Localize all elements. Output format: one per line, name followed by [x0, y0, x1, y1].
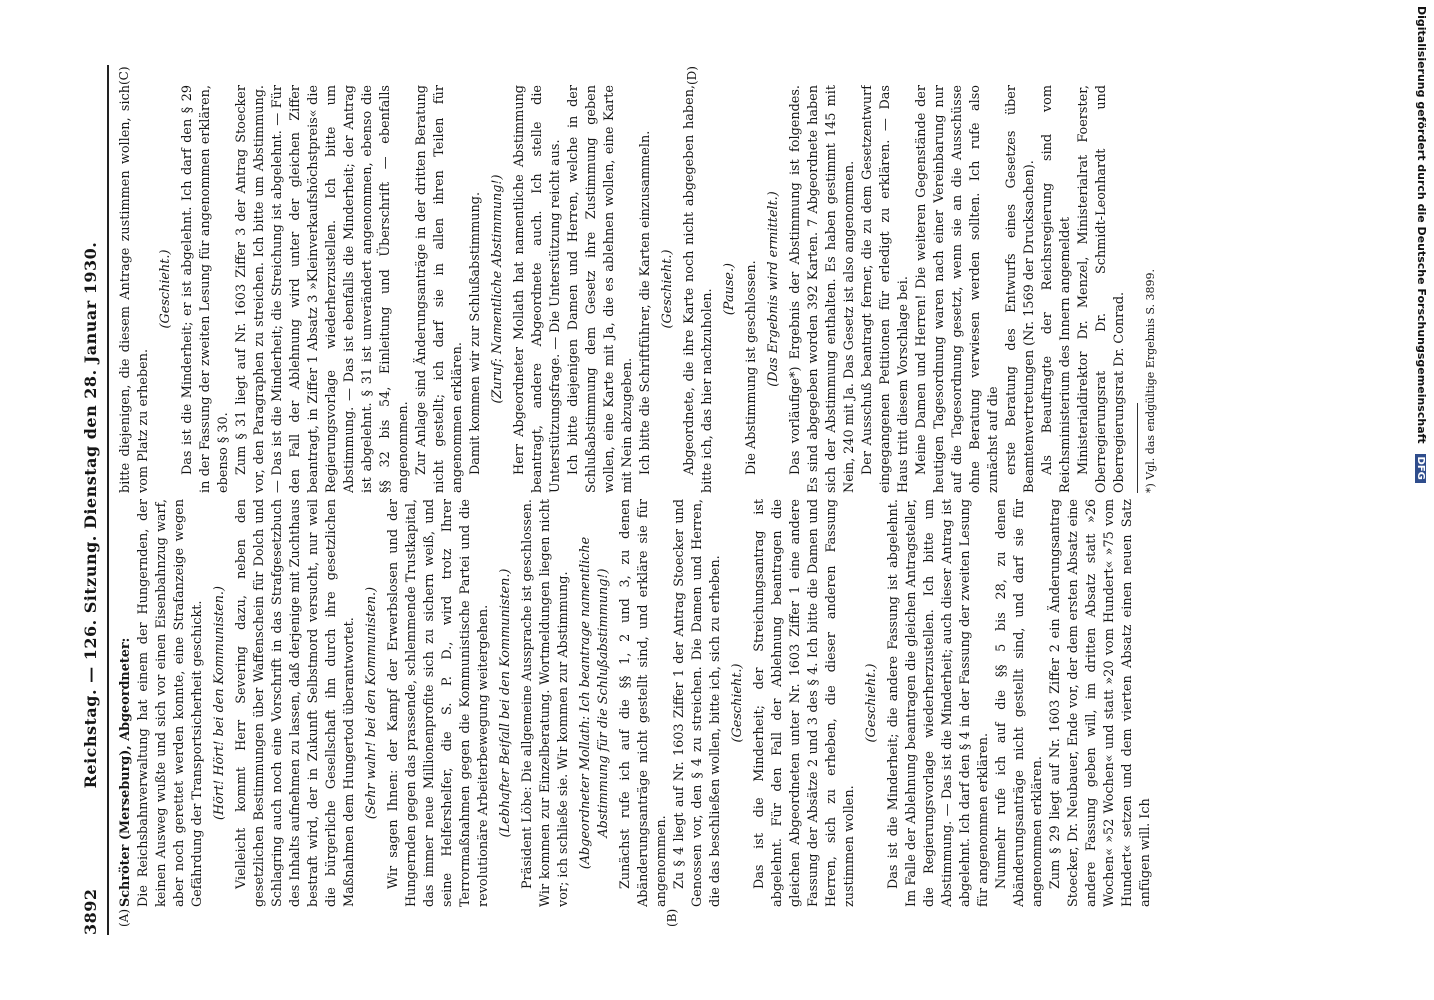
- stage-direction: (Das Ergebnis wird ermittelt.): [766, 191, 781, 387]
- paragraph: Das ist die Minderheit; die andere Fassung ist abgelehnt. Im Falle der Ablehnung beantragen die gleichen Antragsteller, die Regierungsvorlage wiederherzustellen. Ich bitte um Abstimmung. — Das ist die Minderheit; auch dieser Antrag ist abgelehnt. Ich darf den § 4 in der Fassung der zweiten Lesung für angenommen erklären.: [886, 499, 991, 907]
- paragraph: Zum § 31 liegt auf Nr. 1603 Ziffer 3 der Antrag Stoecker vor, den Paragraphen zu streichen. Ich bitte um Abstimmung. — Das ist die Minderheit; die Streichung ist abgelehnt. — Für den Fall der Ablehnung wird unter der gleichen Ziffer beantragt, in Ziffer 1 Absatz 3 »Kleinverkaufshöchstpreis« die Regierungsvorlage wiederherzustellen. Ich bitte um Abstimmung. — Das ist ebenfalls die Minderheit; der Antrag ist abgelehnt. § 31 ist unverändert angenommen, ebenso die §§ 32 bis 54, Einleitung und Überschrift — ebenfalls angenommen.: [234, 85, 411, 493]
- right-column: [117, 85, 1297, 493]
- paragraph: Das ist die Minderheit; der Streichungsantrag ist abgelehnt. Für den Fall der Ablehnung beantragen die gleichen Abgeordneten unter Nr. 1603 Ziffer 1 eine andere Fassung der Absätze 2 und 3 des § 4. Ich bitte die Damen und Herren, sich zu erheben, die dieser anderen Fassung zustimmen wollen.: [752, 499, 857, 907]
- stage-direction: (Sehr wahr! bei den Kommunisten.): [364, 586, 379, 820]
- paragraph: erste Beratung des Entwurfs eines Gesetzes über Beamtenvertretungen (Nr. 1569 der Drucksachen).: [1004, 85, 1037, 493]
- margin-marker-b: (B): [665, 908, 679, 927]
- paragraph: Präsident Löbe: Die allgemeine Aussprache ist geschlossen. Wir kommen zur Einzelberatung. Wortmeldungen liegen nicht vor; ich schließe sie. Wir kommen zur Abstimmung.: [520, 499, 571, 907]
- stage-direction: (Geschieht.): [158, 249, 173, 329]
- paragraph: Ich bitte diejenigen Damen und Herren, welche in der Schlußabstimmung dem Gesetz ihre Zustimmung geben wollen, eine Karte mit Ja, die es ablehnen wollen, eine Karte mit Nein abzugeben.: [566, 85, 635, 493]
- paragraph: Schröter (Merseburg), Abgeordneter:: [118, 637, 133, 907]
- digitization-credit: [1412, 6, 1428, 991]
- stage-direction: (Geschieht.): [730, 663, 745, 743]
- paragraph: Zu § 4 liegt auf Nr. 1603 Ziffer 1 der Antrag Stoecker und Genossen vor, den § 4 zu streichen. Die Damen und Herren, die das beschließen wollen, bitte ich, sich zu erheben.: [672, 499, 723, 907]
- stage-direction: (Geschieht.): [660, 249, 675, 329]
- left-column: [117, 499, 1297, 907]
- paragraph: Damit kommen wir zur Schlußabstimmung.: [468, 191, 483, 475]
- paragraph: Abgeordnete, die ihre Karte noch nicht abgegeben haben, bitte ich, das hier nachzuholen.: [682, 85, 715, 493]
- paragraph: Wir sagen Ihnen: der Kampf der Erwerbslosen und der Hungernden gegen das prassende, schlemmende Trustkapital, das immer neue Millionenprofite sich zu sichern weiß, und seine Helfershelfer, die S. P. D., wird trotz Ihrer Terrormaßnahmen gegen die Kommunistische Partei und die revolutionäre Arbeiterbewegung weitergehen.: [386, 499, 491, 907]
- paragraph: Die Abstimmung ist geschlossen.: [744, 260, 759, 475]
- stage-direction: (Lebhafter Beifall bei den Kommunisten.): [498, 568, 513, 838]
- paragraph: Das vorläufige*) Ergebnis der Abstimmung ist folgendes. Es sind abgegeben worden 392 Karten. 7 Abgeordnete haben sich der Abstimmung enthalten. Es haben gestimmt 145 mit Nein, 240 mit Ja. Das Gesetz ist also angenommen.: [788, 85, 857, 493]
- page-title: Reichstag. — 126. Sitzung. Dienstag den 28. Januar 1930.: [81, 241, 100, 789]
- stage-direction: (Geschieht.): [864, 663, 879, 743]
- paragraph: Ministerialdirektor Dr. Menzel, Ministerialrat Foerster, Oberregierungsrat Dr. Schmidt-Leonhardt und Oberregierungsrat Dr. Conrad.: [1076, 85, 1127, 493]
- margin-marker-a: (A): [117, 908, 131, 927]
- paragraph: Meine Damen und Herren! Die weiteren Gegenstände der heutigen Tagesordnung waren nach einer Vereinbarung nur auf die Tagesordnung gesetzt, wenn sie an die Ausschüsse ohne Beratung verwiesen werden sollten. Ich rufe also zunächst auf die: [914, 85, 1001, 493]
- paragraph: bitte diejenigen, die diesem Antrage zustimmen wollen, sich vom Platz zu erheben.: [118, 85, 151, 493]
- paragraph: Herr Abgeordneter Mollath hat namentliche Abstimmung beantragt, andere Abgeordnete auch. Ich stelle die Unterstützungsfrage. — Die Unterstützung reicht aus.: [512, 85, 563, 493]
- right-column-body: [117, 85, 1129, 493]
- paragraph: Vielleicht kommt Herr Severing dazu, neben den gesetzlichen Bestimmungen über Waffenschein für Dolch und Schlagring auch noch eine Vorschrift in das Strafgesetzbuch des Inhalts aufnehmen zu lassen, daß derjenige mit Zuchthaus bestraft wird, der in Zukunft Selbstmord versucht, nur weil die bürgerliche Gesellschaft ihn durch ihre gesetzlichen Maßnahmen dem Hungertod überantwortet.: [234, 499, 357, 907]
- stage-direction: (Pause.): [722, 262, 737, 316]
- footnote: *) Vgl. das endgültige Ergebnis S. 3899.: [1144, 268, 1157, 493]
- stage-direction: (Abgeordneter Mollath: Ich beantrage namentliche Abstimmung für die Schlußabstimmung!): [578, 536, 611, 870]
- footnote-rule: [1137, 403, 1138, 493]
- paragraph: Als Beauftragte der Reichsregierung sind vom Reichsministerium des Innern angemeldet: [1040, 85, 1073, 493]
- stage-direction: (Zuruf: Namentliche Abstimmung!): [490, 174, 505, 404]
- margin-marker-c: (C): [117, 66, 131, 85]
- page-number: 3892: [81, 888, 100, 935]
- margin-marker-d: (D): [685, 66, 699, 85]
- dfg-logo: DFG: [1415, 454, 1426, 483]
- stage-direction: (Hört! Hört! bei den Kommunisten.): [212, 586, 227, 821]
- page-header: [77, 65, 109, 935]
- paragraph: Ich bitte die Schriftführer, die Karten einzusammeln.: [638, 130, 653, 475]
- paragraph: Zunächst rufe ich auf die §§ 1, 2 und 3, zu denen Abänderungsanträge nicht gestellt sind, und erkläre sie für angenommen.: [618, 499, 669, 907]
- document-page: [65, 65, 1315, 935]
- paragraph: Nunmehr rufe ich auf die §§ 5 bis 28, zu denen Abänderungsanträge nicht gestellt sind, und darf sie für angenommen erklären.: [994, 499, 1045, 907]
- paragraph: Das ist die Minderheit; er ist abgelehnt. Ich darf den § 29 in der Fassung der zweiten Lesung für angenommen erklären, ebenso § 30.: [180, 85, 231, 493]
- paragraph: Zum § 29 liegt auf Nr. 1603 Ziffer 2 ein Änderungsantrag Stoecker, Dr. Neubauer, Ende vor, der dem ersten Absatz eine andere Fassung geben will, im dritten Absatz statt »26 Wochen« »52 Wochen« und statt »20 vom Hundert« »75 vom Hundert« setzen und dem vierten Absatz einen neuen Satz anfügen will. Ich: [1048, 499, 1153, 907]
- credit-text: Digitalisierung gefördert durch die Deutsche Forschungsgemeinschaft: [1415, 6, 1428, 444]
- paragraph: Die Reichsbahnverwaltung hat einem der Hungernden, der keinen Ausweg wußte und sich vor einen Eisenbahnzug warf, aber noch gerettet werden konnte, eine Strafanzeige wegen Gefährdung der Transportsicherheit geschickt.: [136, 499, 205, 907]
- paragraph: Der Ausschuß beantragt ferner, die zu dem Gesetzentwurf eingegangenen Petitionen für erledigt zu erklären. — Das Haus tritt diesem Vorschlage bei.: [860, 85, 911, 493]
- paragraph: Zur Anlage sind Änderungsanträge in der dritten Beratung nicht gestellt; ich darf sie in allen ihren Teilen für angenommen erklären.: [414, 85, 465, 493]
